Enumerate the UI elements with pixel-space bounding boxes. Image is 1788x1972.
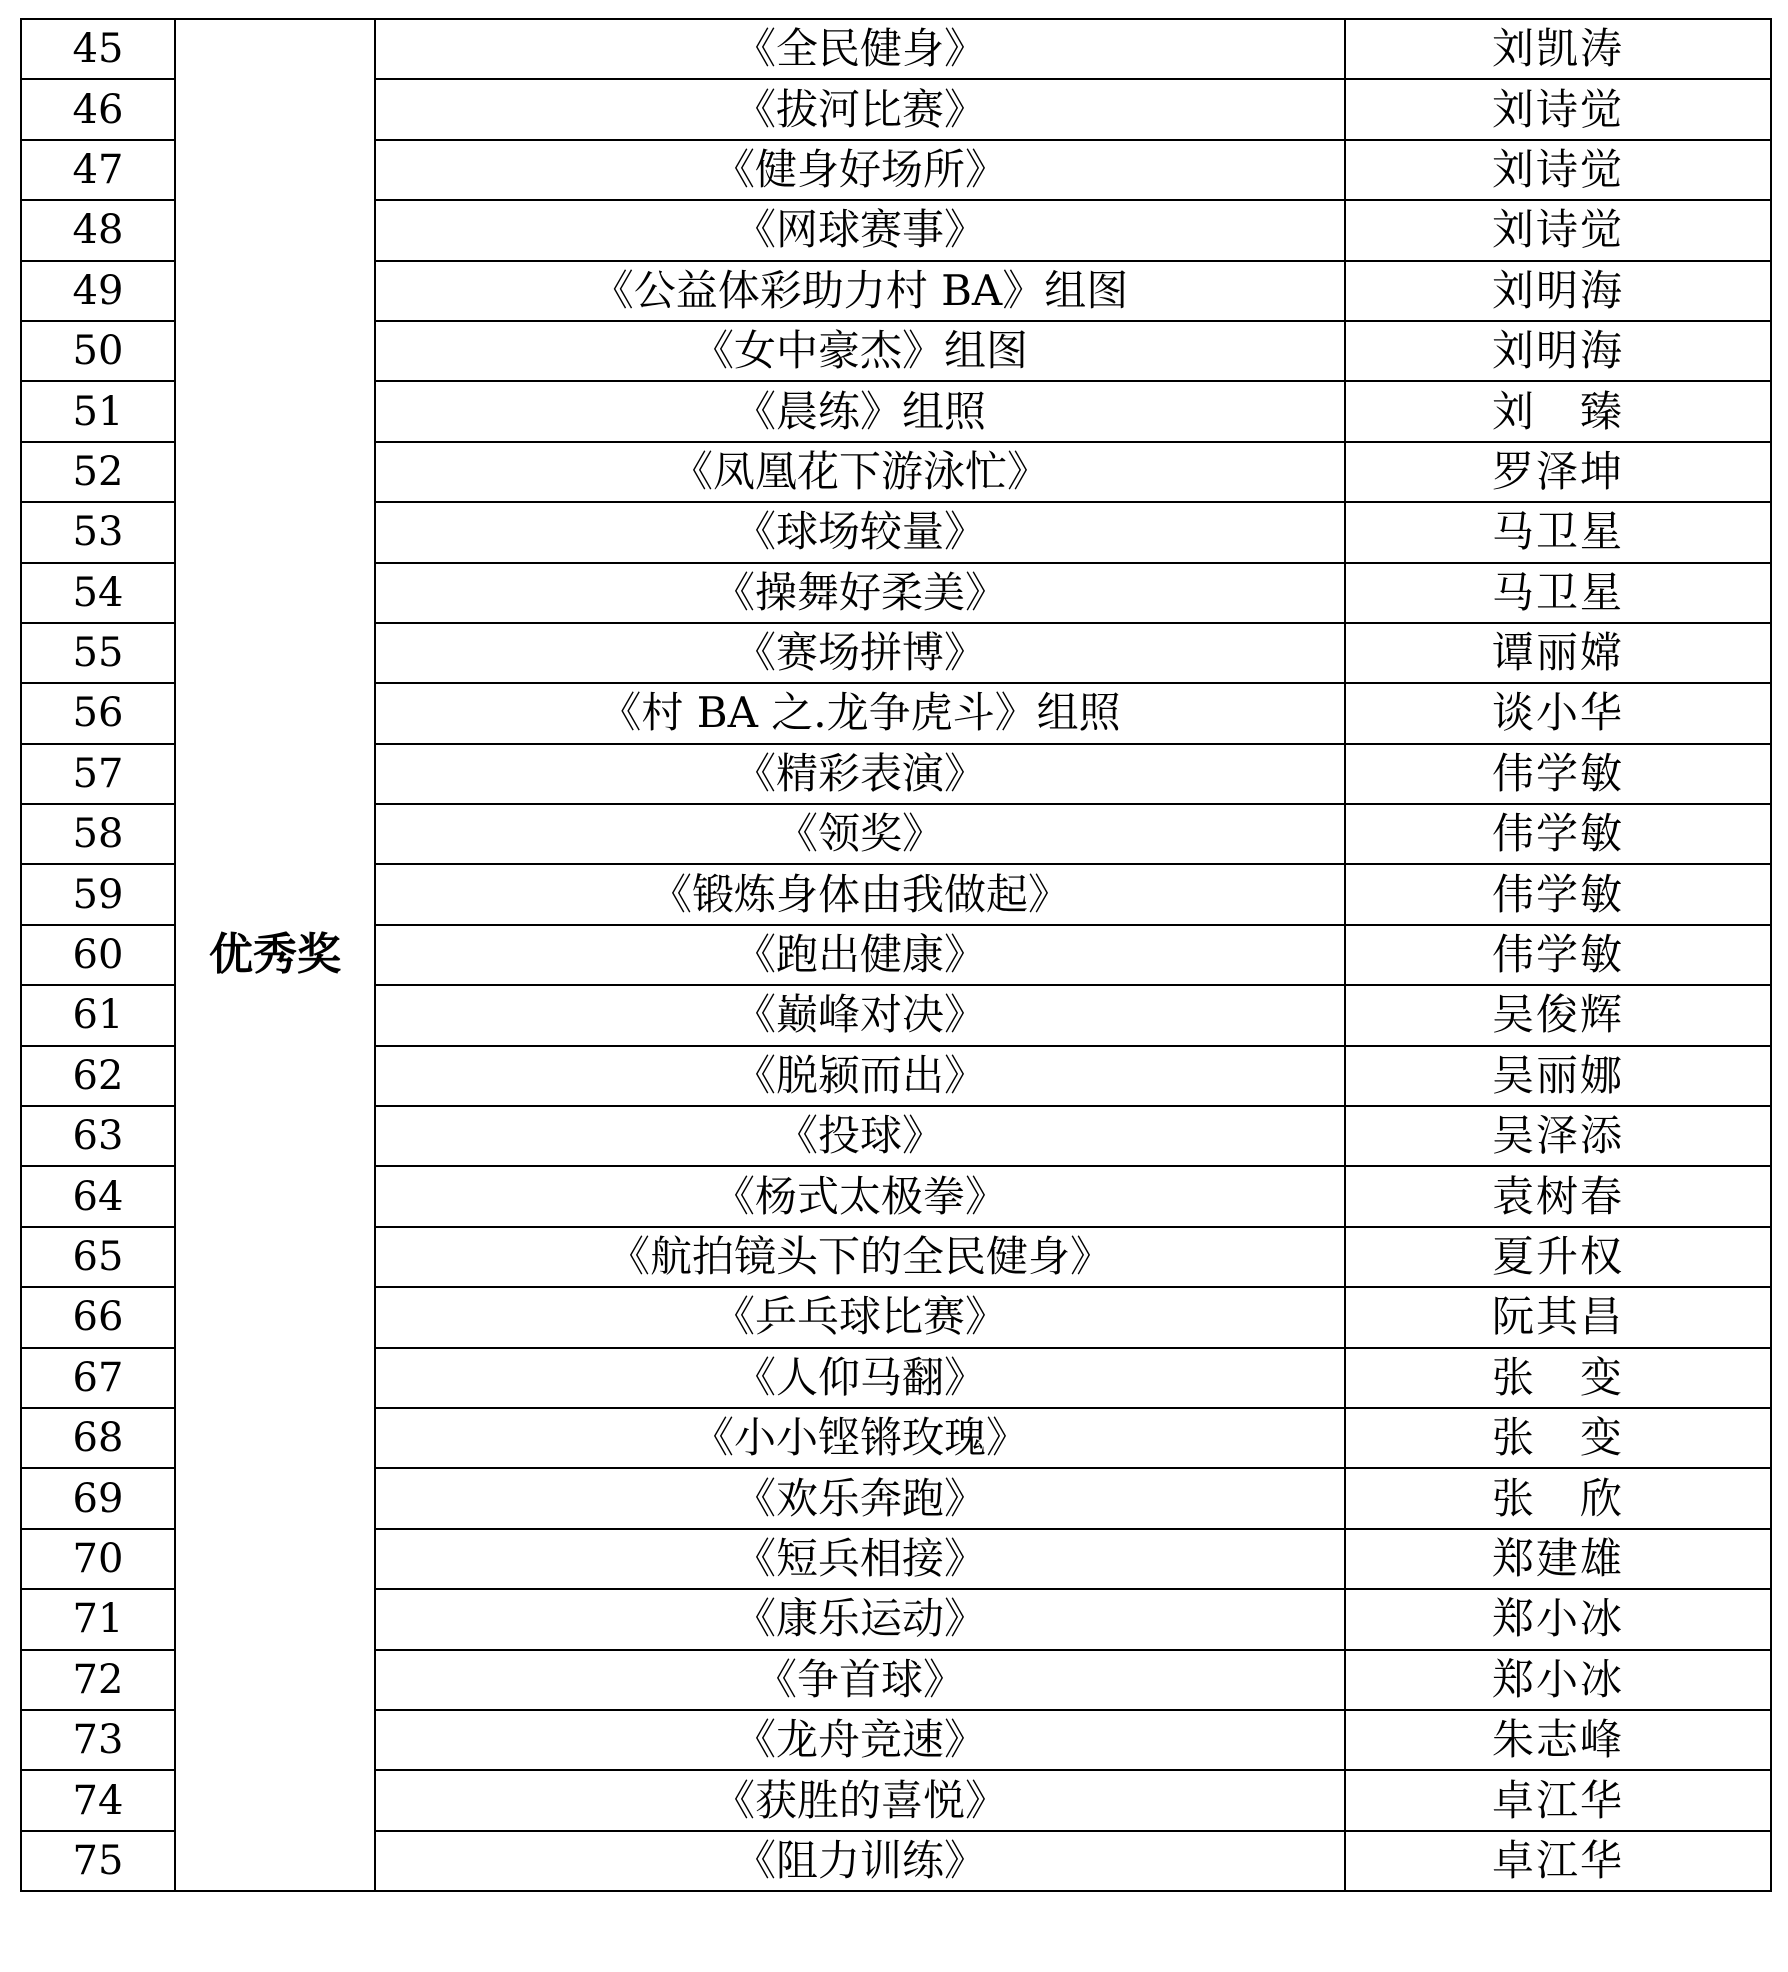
row-number: 59 xyxy=(21,864,175,924)
row-number: 52 xyxy=(21,442,175,502)
row-number: 63 xyxy=(21,1106,175,1166)
row-number: 72 xyxy=(21,1650,175,1710)
author-name: 罗泽坤 xyxy=(1345,442,1771,502)
author-name: 刘诗觉 xyxy=(1345,140,1771,200)
row-number: 71 xyxy=(21,1589,175,1649)
row-number: 64 xyxy=(21,1166,175,1226)
table-row xyxy=(21,19,1771,79)
author-name: 郑建雄 xyxy=(1345,1529,1771,1589)
author-name: 伟学敏 xyxy=(1345,864,1771,924)
row-number: 73 xyxy=(21,1710,175,1770)
row-number: 57 xyxy=(21,744,175,804)
work-title: 《拔河比赛》 xyxy=(375,79,1345,139)
author-name: 张 欣 xyxy=(1345,1468,1771,1528)
author-name: 伟学敏 xyxy=(1345,925,1771,985)
author-name: 马卫星 xyxy=(1345,563,1771,623)
row-number: 62 xyxy=(21,1046,175,1106)
work-title: 《争首球》 xyxy=(375,1650,1345,1710)
author-name: 郑小冰 xyxy=(1345,1589,1771,1649)
work-title: 《跑出健康》 xyxy=(375,925,1345,985)
work-title: 《赛场拼博》 xyxy=(375,623,1345,683)
work-title: 《锻炼身体由我做起》 xyxy=(375,864,1345,924)
work-title: 《短兵相接》 xyxy=(375,1529,1345,1589)
row-number: 56 xyxy=(21,683,175,743)
author-name: 刘明海 xyxy=(1345,261,1771,321)
author-name: 卓江华 xyxy=(1345,1831,1771,1891)
author-name: 刘诗觉 xyxy=(1345,79,1771,139)
work-title: 《康乐运动》 xyxy=(375,1589,1345,1649)
award-table-body xyxy=(21,19,1771,1891)
work-title: 《人仰马翻》 xyxy=(375,1348,1345,1408)
author-name: 吴泽添 xyxy=(1345,1106,1771,1166)
row-number: 55 xyxy=(21,623,175,683)
row-number: 58 xyxy=(21,804,175,864)
work-title: 《健身好场所》 xyxy=(375,140,1345,200)
row-number: 50 xyxy=(21,321,175,381)
author-name: 刘明海 xyxy=(1345,321,1771,381)
work-title: 《村 BA 之.龙争虎斗》组照 xyxy=(375,683,1345,743)
work-title: 《全民健身》 xyxy=(375,19,1345,79)
row-number: 65 xyxy=(21,1227,175,1287)
row-number: 67 xyxy=(21,1348,175,1408)
row-number: 53 xyxy=(21,502,175,562)
work-title: 《杨式太极拳》 xyxy=(375,1166,1345,1226)
work-title: 《领奖》 xyxy=(375,804,1345,864)
row-number: 75 xyxy=(21,1831,175,1891)
author-name: 伟学敏 xyxy=(1345,804,1771,864)
work-title: 《欢乐奔跑》 xyxy=(375,1468,1345,1528)
author-name: 阮其昌 xyxy=(1345,1287,1771,1347)
row-number: 68 xyxy=(21,1408,175,1468)
work-title: 《巅峰对决》 xyxy=(375,985,1345,1045)
row-number: 66 xyxy=(21,1287,175,1347)
work-title: 《凤凰花下游泳忙》 xyxy=(375,442,1345,502)
work-title: 《精彩表演》 xyxy=(375,744,1345,804)
row-number: 46 xyxy=(21,79,175,139)
row-number: 70 xyxy=(21,1529,175,1589)
work-title: 《阻力训练》 xyxy=(375,1831,1345,1891)
author-name: 马卫星 xyxy=(1345,502,1771,562)
row-number: 60 xyxy=(21,925,175,985)
row-number: 45 xyxy=(21,19,175,79)
row-number: 48 xyxy=(21,200,175,260)
work-title: 《乒乓球比赛》 xyxy=(375,1287,1345,1347)
author-name: 刘凯涛 xyxy=(1345,19,1771,79)
work-title: 《晨练》组照 xyxy=(375,381,1345,441)
author-name: 吴俊辉 xyxy=(1345,985,1771,1045)
author-name: 刘诗觉 xyxy=(1345,200,1771,260)
row-number: 69 xyxy=(21,1468,175,1528)
author-name: 刘 臻 xyxy=(1345,381,1771,441)
row-number: 54 xyxy=(21,563,175,623)
row-number: 51 xyxy=(21,381,175,441)
work-title: 《获胜的喜悦》 xyxy=(375,1770,1345,1830)
author-name: 卓江华 xyxy=(1345,1770,1771,1830)
author-name: 谈小华 xyxy=(1345,683,1771,743)
award-table xyxy=(20,18,1772,1892)
row-number: 49 xyxy=(21,261,175,321)
author-name: 吴丽娜 xyxy=(1345,1046,1771,1106)
work-title: 《公益体彩助力村 BA》组图 xyxy=(375,261,1345,321)
work-title: 《航拍镜头下的全民健身》 xyxy=(375,1227,1345,1287)
author-name: 郑小冰 xyxy=(1345,1650,1771,1710)
author-name: 夏升权 xyxy=(1345,1227,1771,1287)
work-title: 《球场较量》 xyxy=(375,502,1345,562)
award-category: 优秀奖 xyxy=(175,19,375,1891)
row-number: 47 xyxy=(21,140,175,200)
author-name: 张 变 xyxy=(1345,1348,1771,1408)
author-name: 朱志峰 xyxy=(1345,1710,1771,1770)
author-name: 袁树春 xyxy=(1345,1166,1771,1226)
work-title: 《小小铿锵玫瑰》 xyxy=(375,1408,1345,1468)
row-number: 61 xyxy=(21,985,175,1045)
work-title: 《龙舟竞速》 xyxy=(375,1710,1345,1770)
work-title: 《脱颍而出》 xyxy=(375,1046,1345,1106)
work-title: 《操舞好柔美》 xyxy=(375,563,1345,623)
work-title: 《网球赛事》 xyxy=(375,200,1345,260)
author-name: 伟学敏 xyxy=(1345,744,1771,804)
work-title: 《投球》 xyxy=(375,1106,1345,1166)
work-title: 《女中豪杰》组图 xyxy=(375,321,1345,381)
row-number: 74 xyxy=(21,1770,175,1830)
author-name: 谭丽嫦 xyxy=(1345,623,1771,683)
author-name: 张 变 xyxy=(1345,1408,1771,1468)
